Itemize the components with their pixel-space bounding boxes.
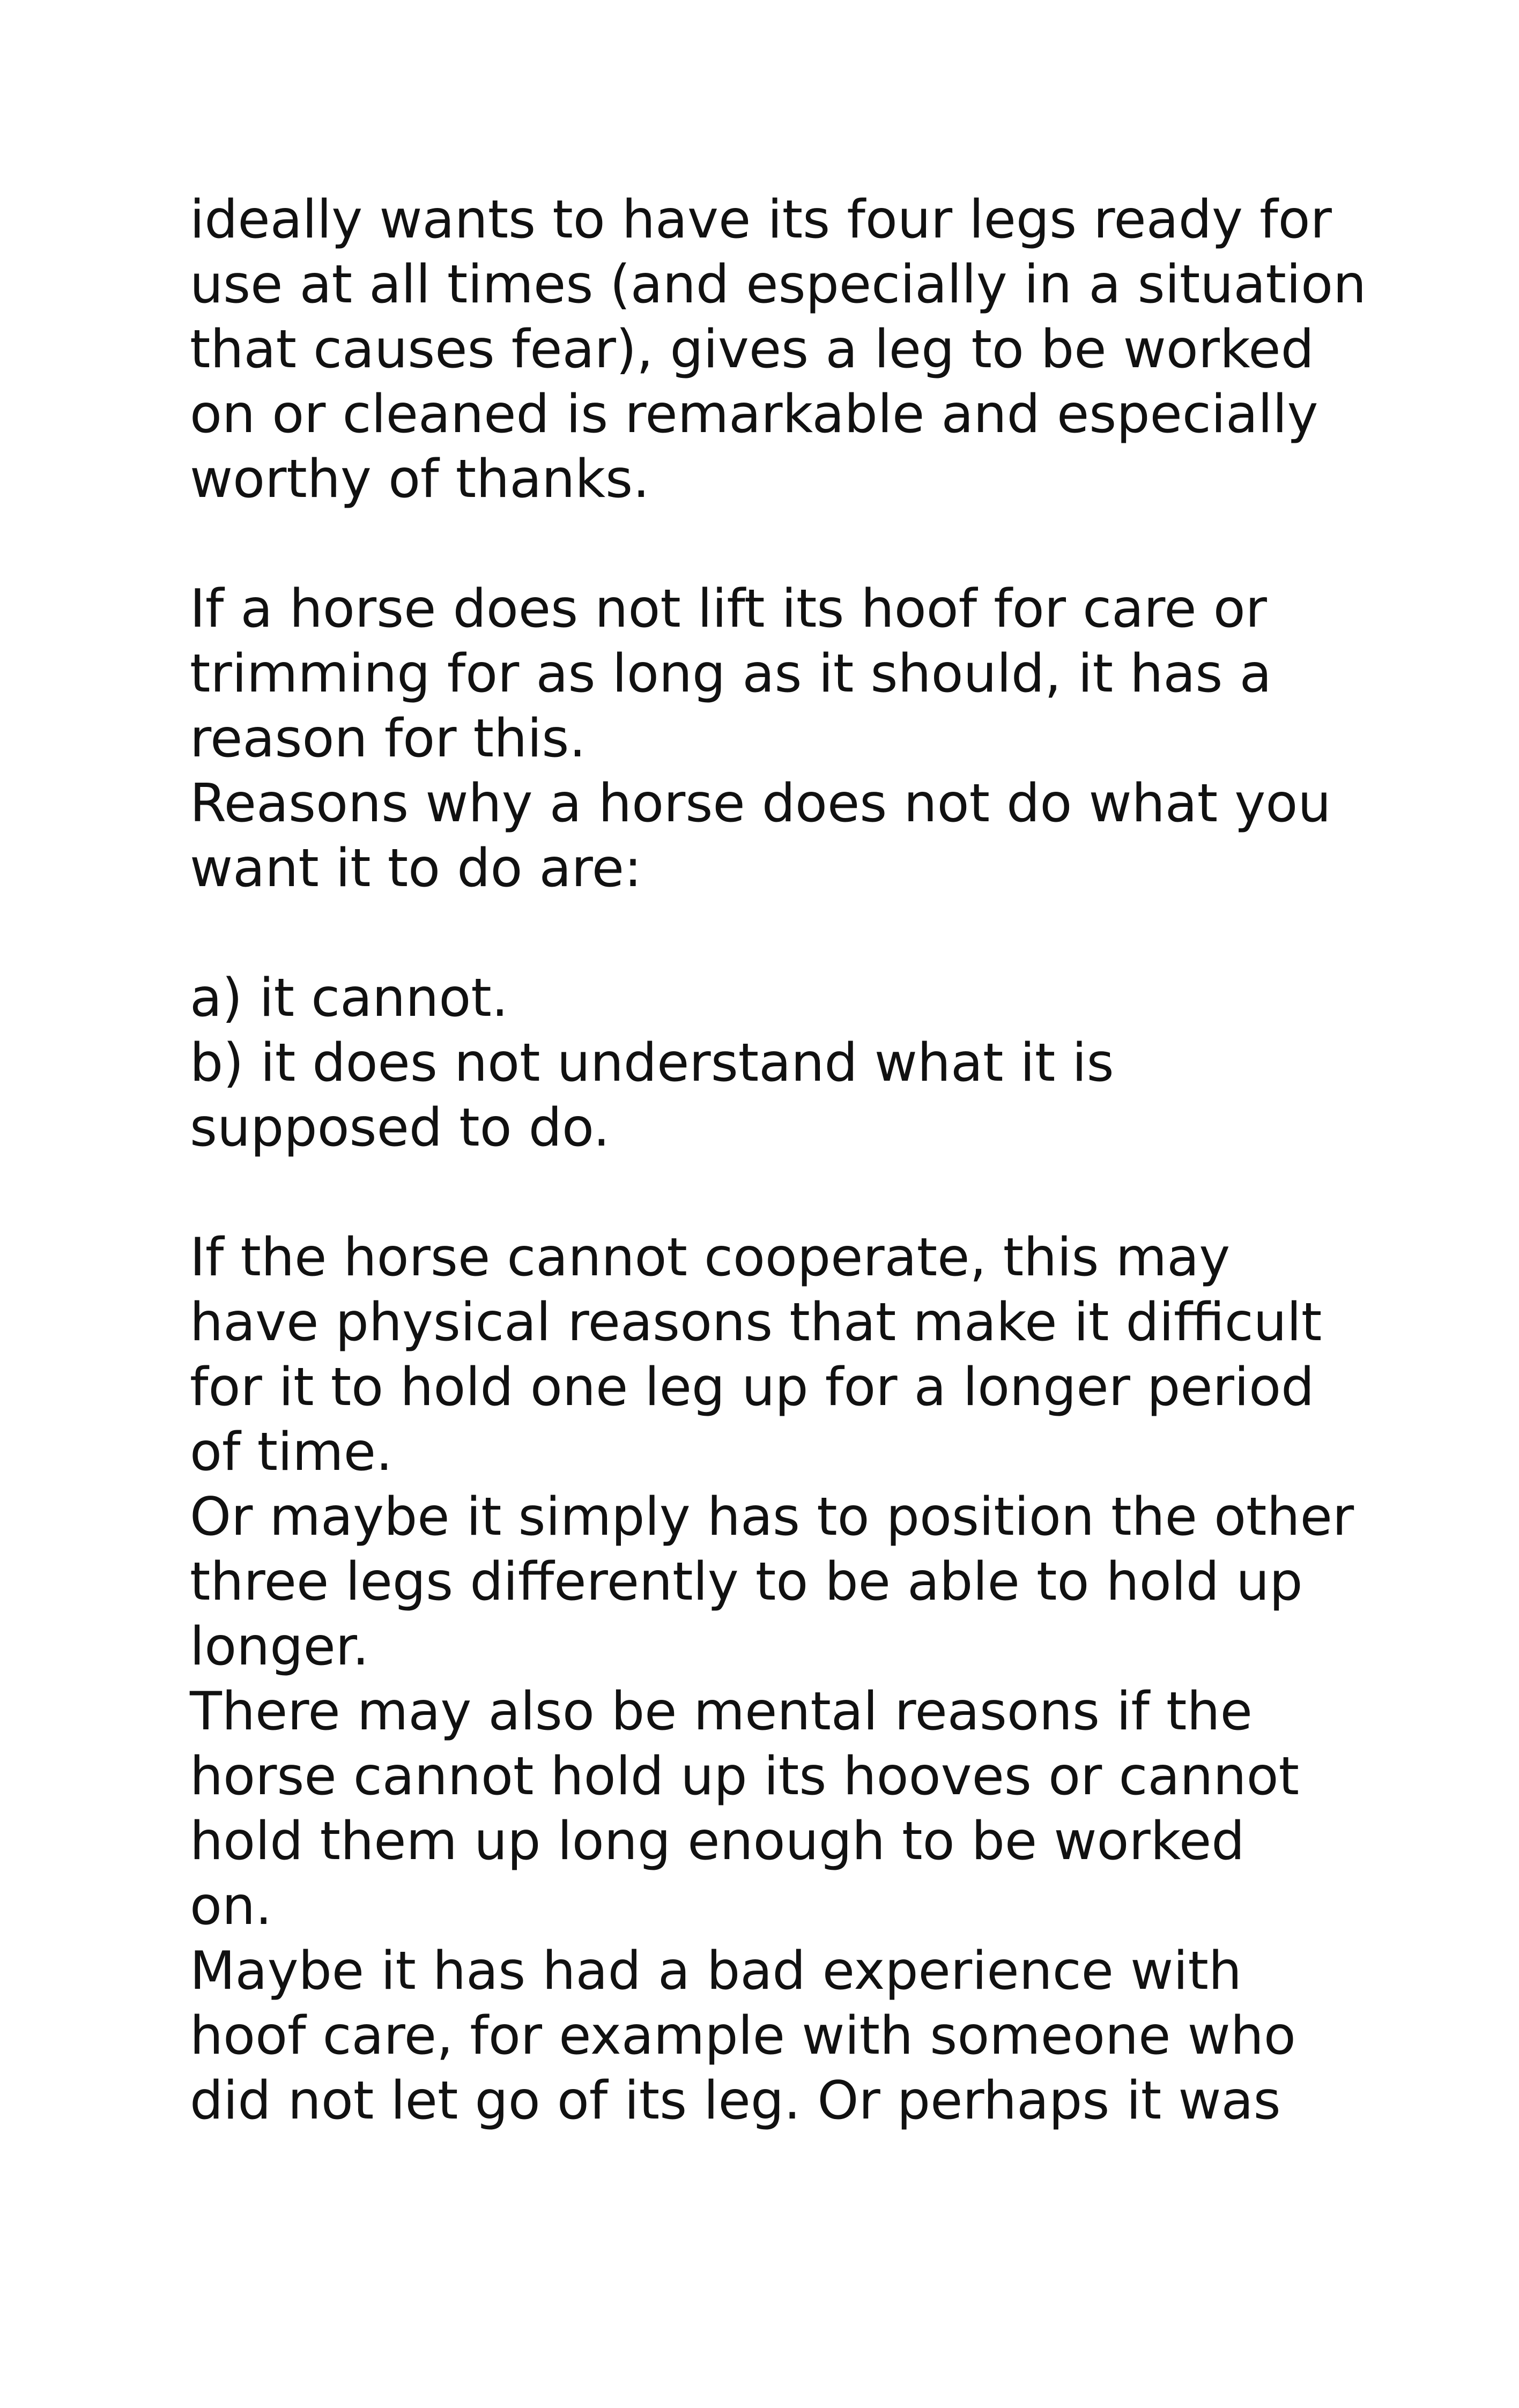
- text-line: did not let go of its leg. Or perhaps it was: [190, 2070, 1281, 2131]
- paragraph-4: [190, 1225, 1380, 2134]
- text-line: worthy of thanks.: [190, 449, 650, 510]
- text-line: have physical reasons that make it difficult: [190, 1292, 1322, 1353]
- text-line: hoof care, for example with someone who: [190, 2005, 1296, 2067]
- paragraph-gap: [190, 1161, 1380, 1225]
- list-item: supposed to do.: [190, 1097, 610, 1158]
- list-item: b) it does not understand what it is: [190, 1032, 1114, 1094]
- text-line: hold them up long enough to be worked: [190, 1811, 1245, 1872]
- text-line: for it to hold one leg up for a longer period: [190, 1357, 1315, 1418]
- body-text: [190, 188, 1380, 2134]
- text-line: If a horse does not lift its hoof for care or: [190, 578, 1267, 640]
- text-line: three legs differently to be able to hold up: [190, 1551, 1303, 1612]
- text-line: longer.: [190, 1616, 369, 1677]
- paragraph-gap: [190, 901, 1380, 966]
- paragraph-1: [190, 188, 1380, 512]
- text-line: want it to do are:: [190, 838, 642, 899]
- reasons-list: [190, 966, 1380, 1161]
- text-line: trimming for as long as it should, it has a: [190, 643, 1272, 704]
- text-line: use at all times (and especially in a situation: [190, 254, 1367, 315]
- text-line: There may also be mental reasons if the: [190, 1681, 1253, 1742]
- text-line: If the horse cannot cooperate, this may: [190, 1227, 1231, 1288]
- text-line: of time.: [190, 1422, 393, 1483]
- text-line: on or cleaned is remarkable and especially: [190, 384, 1318, 445]
- text-line: Reasons why a horse does not do what you: [190, 773, 1331, 834]
- text-line: Maybe it has had a bad experience with: [190, 1941, 1242, 2002]
- list-item: a) it cannot.: [190, 968, 508, 1029]
- paragraph-gap: [190, 512, 1380, 577]
- text-line: horse cannot hold up its hooves or cannot: [190, 1746, 1300, 1807]
- text-line: ideally wants to have its four legs ready for: [190, 189, 1332, 250]
- text-line: that causes fear), gives a leg to be worked: [190, 319, 1314, 380]
- text-line: on.: [190, 1876, 272, 1937]
- text-line: reason for this.: [190, 708, 586, 769]
- paragraph-2: [190, 577, 1380, 901]
- text-line: Or maybe it simply has to position the other: [190, 1487, 1354, 1548]
